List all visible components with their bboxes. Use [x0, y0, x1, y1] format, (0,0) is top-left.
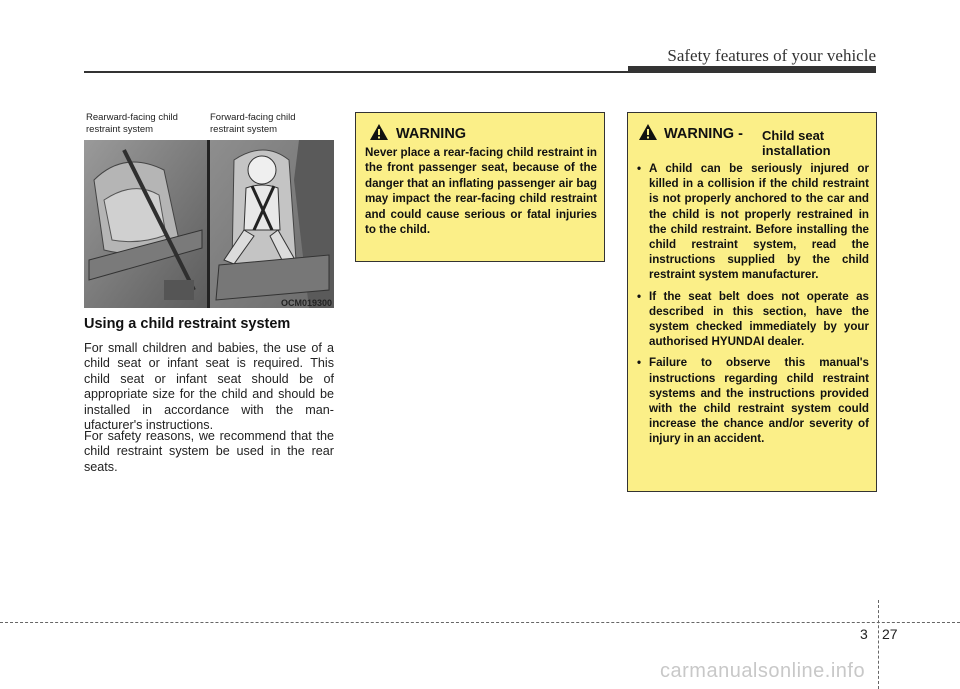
header-rule-accent [628, 66, 876, 73]
child-seat-illustration [84, 140, 334, 308]
warning-box-rear-facing [355, 112, 605, 262]
warning-subtitle: Child seat installation [762, 128, 831, 158]
page-number: 27 [882, 626, 898, 642]
warning-list-item [637, 161, 869, 283]
warning-triangle-icon [638, 123, 658, 141]
figure-code: OCM019300 [280, 298, 332, 308]
section-heading: Using a child restraint system [84, 316, 291, 332]
warning-title: WARNING - [664, 126, 743, 142]
bullet-icon: • [637, 356, 642, 370]
warning-text: Never place a rear-facing child restraint in the front passenger seat, because of the danger that an inflating passenger air bag may impact the rear-facing child restraint and could cause serious or fatal injuries to the child. [365, 146, 597, 237]
warning-item-text: If the seat belt does not operate as described in this section, have the system checked immediately by your authorised HYUNDAI dealer. [649, 289, 869, 349]
footer-divider [878, 600, 879, 689]
figure-label-forward: Forward-facing child restraint system [210, 112, 296, 135]
child-restraint-figure [84, 112, 334, 312]
figure-divider [207, 140, 210, 308]
figure-label-rearward: Rearward-facing child restraint system [86, 112, 178, 135]
warning-list-item [637, 289, 869, 350]
warning-list-item [637, 355, 869, 446]
watermark: carmanualsonline.info [660, 660, 866, 682]
warning-box-installation [627, 112, 877, 492]
warning-item-text: A child can be seriously injured or killed in a collision if the child restraint is not properly anchored to the car and the child is not properly restrained in the child restraint. Before installing the child restraint system, read the instructions supplied by the child restraint system manufacturer. [649, 162, 869, 282]
bullet-icon: • [637, 162, 642, 175]
warning-item-text: Failure to observe this manual's instructions regarding child restraint systems and the instructions provided with the child restraint system could increase the chance and/or severity of injury in an accident. [649, 356, 869, 446]
bullet-icon: • [637, 289, 642, 303]
body-paragraph-1: For small children and babies, the use of a child seat or infant seat is required. This child seat or infant seat should be of appropriate size for the child and should be installed in accordance with the man- ufacturer's instructions. [84, 341, 334, 433]
footer-rule [0, 622, 960, 623]
chapter-number: 3 [860, 626, 868, 642]
floor-panel [164, 280, 194, 300]
body-paragraph-2: For safety reasons, we recommend that the child restraint system be used in the rear seats. [84, 429, 334, 474]
page-header-title: Safety features of your vehicle [667, 46, 876, 65]
warning-title: WARNING [396, 126, 467, 142]
child-head [248, 156, 276, 184]
warning-triangle-icon [369, 123, 389, 141]
warning-list [637, 161, 869, 453]
